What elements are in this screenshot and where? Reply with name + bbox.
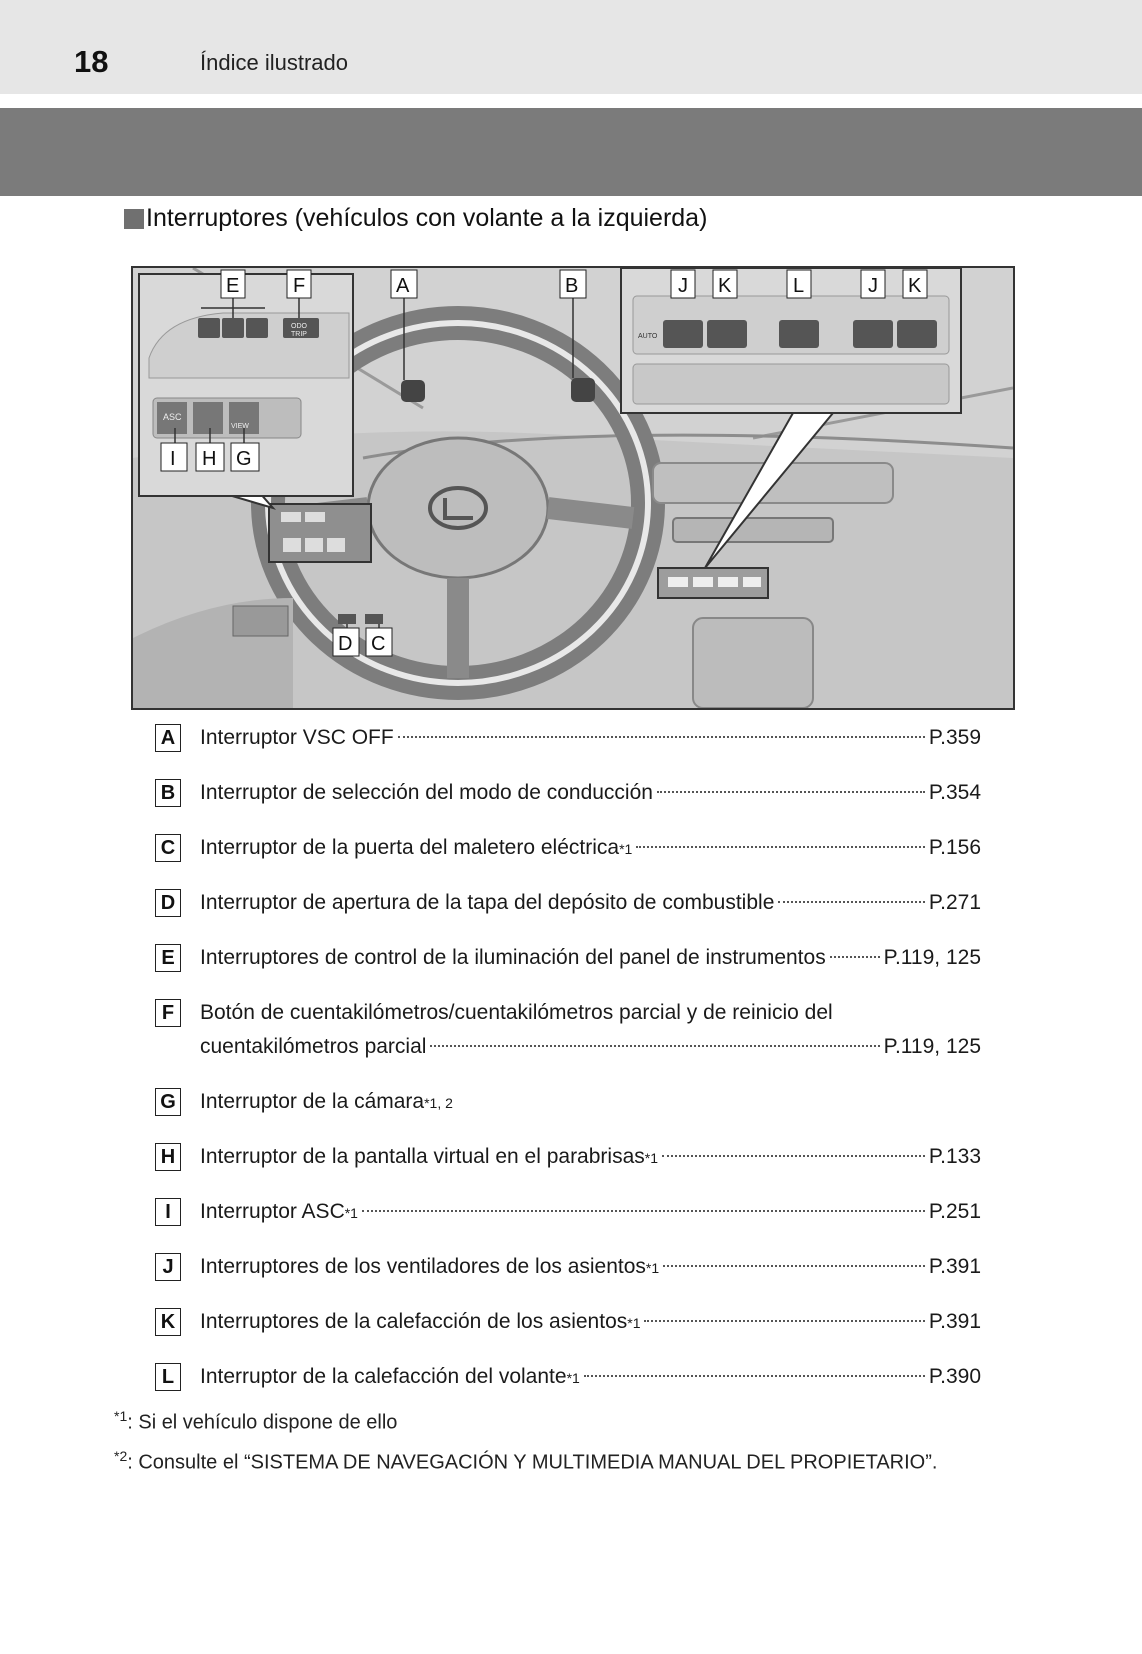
callout-J1: J — [678, 275, 688, 297]
item-letter: I — [155, 1198, 181, 1226]
chapter-band — [0, 108, 1142, 196]
callout-I: I — [170, 448, 176, 470]
list-item-j: J Interruptores de los ventiladores de los asientos *1 P.391 — [155, 1249, 981, 1285]
callout-K2: K — [908, 275, 922, 297]
item-letter: L — [155, 1363, 181, 1391]
item-page-ref[interactable]: P.133 — [928, 1145, 981, 1168]
list-item-d — [155, 885, 981, 921]
callout-H: H — [202, 448, 217, 470]
callout-L: L — [793, 275, 805, 297]
callout-E: E — [226, 275, 240, 297]
item-letter: H — [155, 1143, 181, 1171]
item-label: Interruptores de control de la iluminación del panel de instrumentos — [200, 946, 826, 969]
item-label: Interruptor de la calefacción del volante — [200, 1365, 567, 1388]
item-label: Interruptor ASC — [200, 1200, 345, 1223]
list-item-h: H Interruptor de la pantalla virtual en el parabrisas *1 P.133 — [155, 1139, 981, 1175]
item-label: Interruptores de la calefacción de los asientos — [200, 1310, 628, 1333]
item-label: Interruptor VSC OFF — [200, 726, 394, 749]
footnote-mark: *1 — [114, 1408, 128, 1424]
item-letter: C — [155, 834, 181, 862]
item-page-ref[interactable]: P.251 — [928, 1200, 981, 1223]
item-label: Botón de cuentakilómetros/cuentakilómetros parcial y de reinicio del — [200, 1001, 833, 1024]
item-label: Interruptor de la cámara — [200, 1090, 425, 1113]
item-page-ref[interactable]: P.391 — [928, 1255, 981, 1278]
item-label: Interruptor de la puerta del maletero eléctrica — [200, 836, 620, 859]
section-title: Índice ilustrado — [200, 50, 348, 75]
item-letter: K — [155, 1308, 181, 1336]
footnote-mark: *2 — [114, 1448, 128, 1464]
callout-J2: J — [868, 275, 878, 297]
item-page-ref[interactable]: P.119, 125 — [883, 1035, 981, 1058]
subheading-text: Interruptores (vehículos con volante a la izquierda) — [146, 204, 708, 232]
callout-B: B — [565, 275, 579, 297]
callout-K1: K — [718, 275, 732, 297]
item-page-ref[interactable]: P.391 — [928, 1310, 981, 1333]
callout-D: D — [338, 633, 353, 655]
subheading — [124, 204, 707, 233]
item-letter: E — [155, 944, 181, 972]
item-letter: D — [155, 889, 181, 917]
footnote-text: : Si el vehículo dispone de ello — [127, 1411, 398, 1434]
callout-A: A — [396, 275, 410, 297]
dashboard-drawing — [133, 268, 1013, 708]
item-page-ref[interactable]: P.156 — [928, 836, 981, 859]
list-item-f — [155, 995, 981, 1058]
item-page-ref[interactable]: P.390 — [928, 1365, 981, 1388]
item-letter: G — [155, 1088, 181, 1116]
callout-G: G — [236, 448, 252, 470]
odo-label: ODO — [291, 323, 307, 330]
dashboard-illustration — [131, 266, 1015, 710]
item-label: Interruptor de la pantalla virtual en el parabrisas — [200, 1145, 645, 1168]
footnote-2 — [114, 1448, 937, 1475]
list-item-k: K Interruptores de la calefacción de los asientos *1 P.391 — [155, 1304, 981, 1340]
footnote-text: : Consulte el “SISTEMA DE NAVEGACIÓN Y MULTIMEDIA MANUAL DEL PROPIETARIO”. — [127, 1451, 938, 1474]
callout-F: F — [293, 275, 306, 297]
asc-label: ASC — [163, 412, 182, 422]
page-header — [0, 0, 1142, 94]
item-label-line2: cuentakilómetros parcial — [200, 1035, 427, 1058]
trip-label: TRIP — [291, 331, 307, 338]
list-item-l: L Interruptor de la calefacción del volante *1 P.390 — [155, 1359, 981, 1395]
list-item-a — [155, 720, 981, 756]
item-letter: F — [155, 999, 181, 1027]
list-item-e — [155, 940, 981, 976]
item-page-ref[interactable]: P.354 — [928, 781, 981, 804]
item-page-ref[interactable]: P.119, 125 — [883, 946, 981, 969]
item-letter: J — [155, 1253, 181, 1281]
auto-label: AUTO — [638, 333, 658, 340]
item-letter: A — [155, 724, 181, 752]
page-number: 18 — [74, 44, 109, 79]
callout-C: C — [371, 633, 386, 655]
view-label: VIEW — [231, 423, 249, 430]
list-item-c: C Interruptor de la puerta del maletero eléctrica *1 P.156 — [155, 830, 981, 866]
item-label: Interruptor de selección del modo de conducción — [200, 781, 653, 804]
item-page-ref[interactable]: P.271 — [928, 891, 981, 914]
bullet-square-icon — [124, 209, 144, 229]
item-label: Interruptores de los ventiladores de los asientos — [200, 1255, 646, 1278]
list-item-g: G Interruptor de la cámara *1, 2 — [155, 1084, 981, 1120]
list-item-i: I Interruptor ASC *1 P.251 — [155, 1194, 981, 1230]
item-page-ref[interactable]: P.359 — [928, 726, 981, 749]
list-item-b — [155, 775, 981, 811]
item-letter: B — [155, 779, 181, 807]
footnote-1 — [114, 1408, 397, 1435]
item-label: Interruptor de apertura de la tapa del depósito de combustible — [200, 891, 775, 914]
